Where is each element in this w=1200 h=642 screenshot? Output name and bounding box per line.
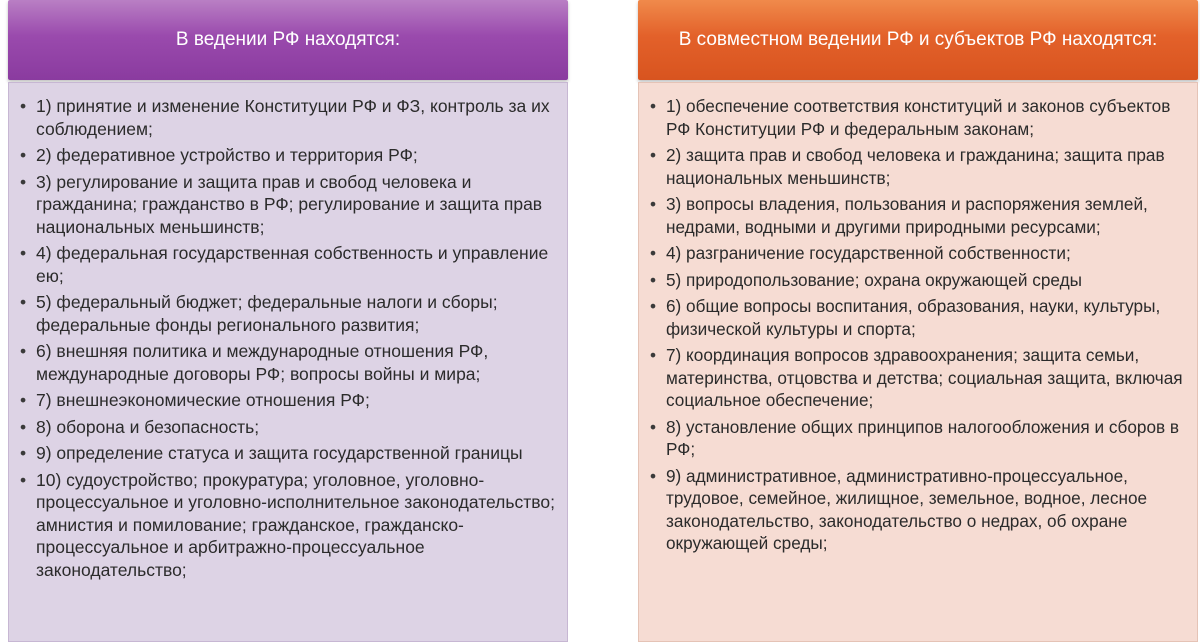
list-item — [19, 442, 557, 465]
list-item — [649, 95, 1187, 140]
list-item-text: 5) природопользование; охрана окружающей среды — [666, 269, 1082, 290]
list-item-text: 6) общие вопросы воспитания, образования, науки, культуры, физической культуры и спорта; — [666, 296, 1161, 339]
list-item-text: 8) оборона и безопасность; — [36, 416, 260, 437]
bullet-icon: • — [650, 145, 657, 165]
joint-jurisdiction-panel — [638, 0, 1198, 630]
list-item-text: 2) защита прав и свобод человека и гражданина; защита прав национальных меньшинств; — [666, 145, 1165, 188]
list-item — [649, 193, 1187, 238]
joint-jurisdiction-list-box — [638, 82, 1198, 642]
list-item-text: 3) регулирование и защита прав и свобод человека и гражданина; гражданство в РФ; регулирование и защита прав национальных меньшинств; — [36, 171, 543, 237]
list-item — [19, 144, 557, 167]
list-item — [649, 144, 1187, 189]
list-item — [19, 291, 557, 336]
bullet-icon: • — [650, 194, 657, 214]
list-item-text: 1) принятие и изменение Конституции РФ и ФЗ, контроль за их соблюдением; — [36, 96, 550, 139]
bullet-icon: • — [650, 269, 657, 290]
joint-jurisdiction-list — [649, 95, 1187, 555]
list-item — [19, 340, 557, 385]
bullet-icon: • — [20, 171, 27, 192]
bullet-icon: • — [20, 469, 27, 490]
list-item-text: 4) разграничение государственной собственности; — [666, 243, 1071, 263]
list-item — [649, 242, 1187, 265]
list-item — [19, 389, 557, 412]
bullet-icon: • — [20, 292, 27, 312]
list-item — [19, 469, 557, 582]
list-item-text: 6) внешняя политика и международные отношения РФ, международные договоры РФ; вопросы войны и мира; — [36, 341, 489, 384]
list-item-text: 9) административное, административно-процессуальное, трудовое, семейное, жилищное, земельное, водное, лесное законодательство, законодательство о недрах, об охране окружающей среды; — [666, 465, 1148, 553]
bullet-icon: • — [20, 390, 27, 410]
federal-jurisdiction-panel — [8, 0, 568, 630]
list-item — [649, 344, 1187, 412]
list-item-text: 7) внешнеэкономические отношения РФ; — [36, 390, 370, 410]
list-item-text: 4) федеральная государственная собственность и управление ею; — [36, 243, 549, 286]
list-item — [19, 95, 557, 140]
joint-jurisdiction-title: В совместном ведении РФ и субъектов РФ находятся: — [678, 29, 1158, 50]
bullet-icon: • — [20, 341, 27, 361]
bullet-icon: • — [650, 243, 657, 263]
list-item — [649, 295, 1187, 340]
bullet-icon: • — [20, 443, 27, 463]
list-item-text: 1) обеспечение соответствия конституций и законов субъектов РФ Конституции РФ и федеральным законам; — [666, 96, 1171, 139]
bullet-icon: • — [650, 465, 657, 486]
list-item-text: 3) вопросы владения, пользования и распоряжения землей, недрами, водными и другими природными ресурсами; — [666, 194, 1148, 237]
federal-jurisdiction-header — [8, 0, 568, 80]
bullet-icon: • — [20, 416, 27, 437]
federal-jurisdiction-list — [19, 95, 557, 581]
list-item-text: 5) федеральный бюджет; федеральные налоги и сборы; федеральные фонды регионального развития; — [36, 292, 498, 335]
list-item-text: 10) судоустройство; прокуратура; уголовное, уголовно-процессуальное и уголовно-исполнительное законодательство; амнистия и помилование; гражданское, гражданско-процессуальное и арбитражно-процессуальное законодательство; — [36, 469, 555, 580]
bullet-icon: • — [650, 96, 657, 116]
federal-jurisdiction-title: В ведении РФ находятся: — [175, 29, 401, 50]
bullet-icon: • — [650, 345, 657, 365]
bullet-icon: • — [20, 243, 27, 263]
bullet-icon: • — [650, 296, 657, 316]
bullet-icon: • — [20, 96, 27, 116]
list-item-text: 7) координация вопросов здравоохранения; защита семьи, материнства, отцовства и детства; социальная защита, включая социальное обеспечение; — [666, 345, 1183, 410]
joint-jurisdiction-header — [638, 0, 1198, 80]
bullet-icon: • — [20, 145, 27, 165]
list-item-text: 9) определение статуса и защита государственной границы — [36, 443, 523, 463]
list-item — [19, 242, 557, 287]
list-item-text: 8) установление общих принципов налогообложения и сборов в РФ; — [666, 416, 1180, 459]
bullet-icon: • — [650, 416, 657, 437]
list-item — [19, 171, 557, 239]
list-item — [649, 269, 1187, 292]
list-item — [649, 416, 1187, 461]
list-item — [649, 465, 1187, 555]
list-item-text: 2) федеративное устройство и территория РФ; — [36, 145, 418, 165]
list-item — [19, 416, 557, 439]
federal-jurisdiction-list-box — [8, 82, 568, 642]
